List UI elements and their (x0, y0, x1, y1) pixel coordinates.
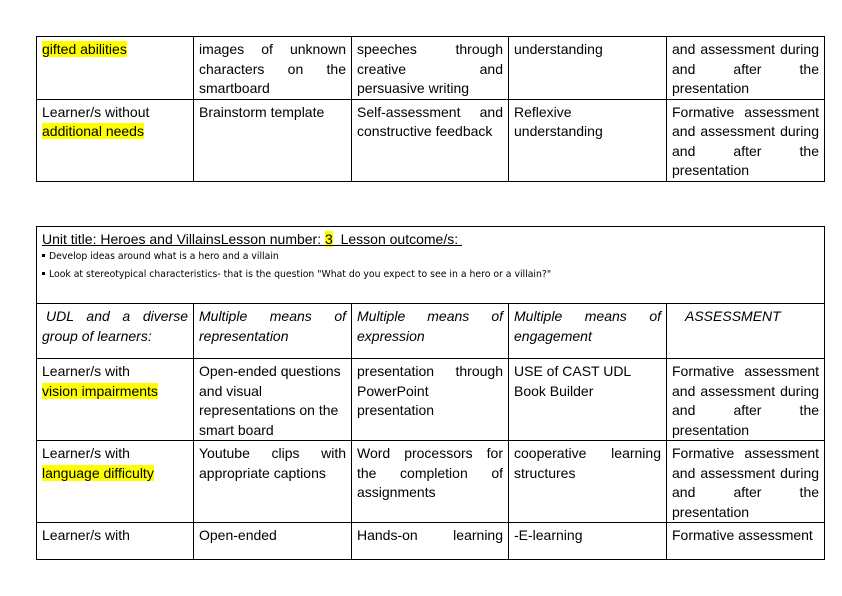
header-engagement: Multiple means of engagement (509, 304, 667, 359)
expression-cell: Word processors for the completion of assignments (352, 441, 509, 523)
udl-table-continued (36, 36, 825, 182)
expression-cell: Hands-on learning (352, 523, 509, 560)
learner-label: Learner/s with (42, 445, 130, 461)
outcome-item: Develop ideas around what is a hero and a villain (42, 248, 819, 266)
unit-title-label: Unit title: Heroes and VillainsLesson number: (42, 231, 326, 247)
expression-cell: presentation through PowerPoint presentation (352, 359, 509, 441)
table-row (37, 441, 825, 523)
table-row (37, 359, 825, 441)
learner-label: Learner/s without (42, 103, 150, 120)
outcome-item: Look at stereotypical characteristics- that is the question "What do you expect to see in a hero or a villain?" (42, 266, 819, 284)
assessment-cell: Formative assessment (667, 523, 825, 560)
learner-cell (37, 99, 194, 181)
lesson-header-cell (37, 227, 825, 304)
lesson-title (42, 230, 819, 248)
assessment-cell: Formative assessment and assessment during and after the presentation (667, 359, 825, 441)
learner-cell (37, 441, 194, 523)
learner-label: Learner/s with (42, 363, 130, 379)
table-row (37, 37, 825, 100)
representation-cell: Youtube clips with appropriate captions (194, 441, 352, 523)
representation-cell: Brainstorm template (194, 99, 352, 181)
assessment-cell: Formative assessment and assessment during and after the presentation (667, 441, 825, 523)
engagement-cell: cooperative learning structures (509, 441, 667, 523)
lesson-header-row (37, 227, 825, 304)
learner-cell (37, 359, 194, 441)
engagement-cell: USE of CAST UDL Book Builder (509, 359, 667, 441)
header-representation: Multiple means of representation (194, 304, 352, 359)
expression-cell: Self-assessment and constructive feedback (352, 99, 509, 181)
engagement-cell: Reflexive understanding (509, 99, 667, 181)
engagement-cell: understanding (509, 37, 667, 100)
header-expression: Multiple means of expression (352, 304, 509, 359)
learner-highlight: language difficulty (42, 464, 154, 481)
header-assessment: ASSESSMENT (667, 304, 825, 359)
engagement-cell: -E-learning (509, 523, 667, 560)
learner-highlight: additional needs (42, 123, 144, 139)
learner-highlight: gifted abilities (42, 41, 127, 57)
assessment-cell: Formative assessment and assessment during and after the presentation (667, 99, 825, 181)
lesson-plan-table (36, 226, 825, 560)
table-row (37, 99, 825, 181)
outcome-label: Lesson outcome/s: (332, 231, 462, 247)
learner-highlight: vision impairments (42, 382, 158, 399)
representation-cell: Open-ended questions and visual representations on the smart board (194, 359, 352, 441)
assessment-cell: and assessment during and after the presentation (667, 37, 825, 100)
representation-cell: images of unknown characters on the smartboard (194, 37, 352, 100)
learner-cell (37, 523, 194, 560)
table-row (37, 523, 825, 560)
bullet-icon (42, 254, 45, 257)
lesson-number: 3 (325, 231, 333, 247)
expression-cell: speeches through creative and persuasive writing (352, 37, 509, 100)
column-header-row (37, 304, 825, 359)
bullet-icon (42, 272, 45, 275)
learner-label: Learner/s with (42, 527, 130, 543)
representation-cell: Open-ended (194, 523, 352, 560)
learner-cell (37, 37, 194, 100)
header-learners: UDL and a diverse group of learners: (37, 304, 194, 359)
